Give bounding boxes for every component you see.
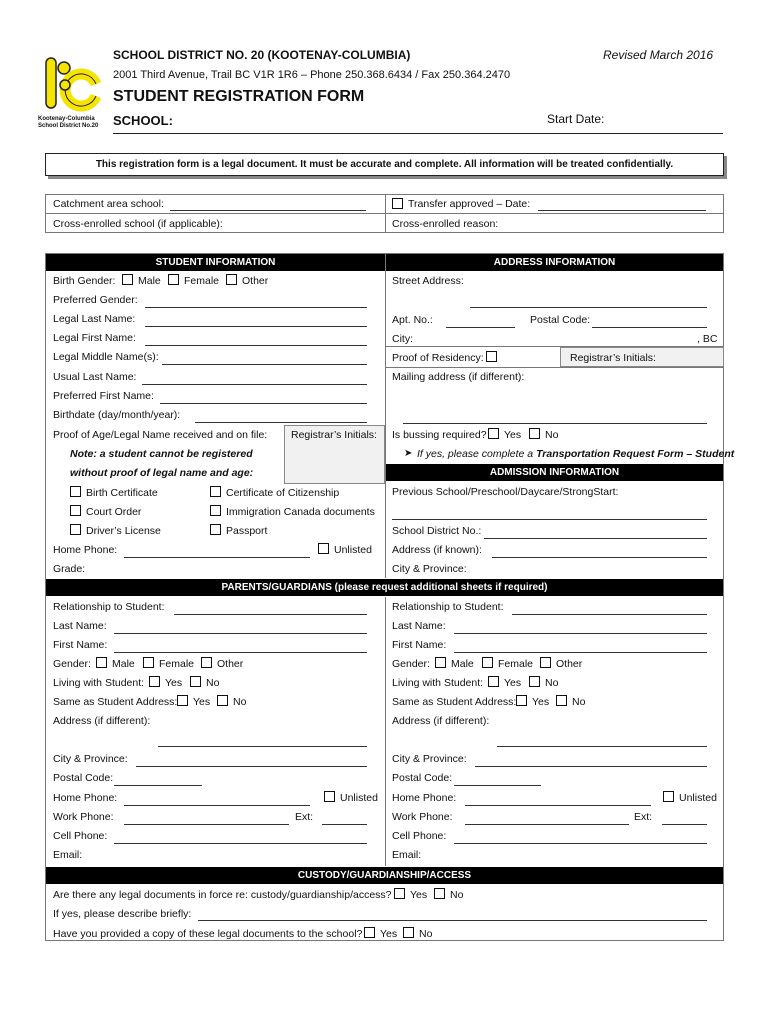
p2-living-label: Living with Student: (392, 677, 484, 689)
apt-input[interactable] (446, 327, 515, 328)
passport-checkbox[interactable] (210, 524, 221, 535)
custody-header: CUSTODY/GUARDIANSHIP/ACCESS (46, 867, 723, 884)
address-known-label: Address (if known): (392, 544, 482, 556)
catchment-label: Catchment area school: (53, 198, 164, 210)
district-address: 2001 Third Avenue, Trail BC V1R 1R6 – Phone 250.368.6434 / Fax 250.364.2470 (113, 69, 511, 81)
custody-q2-no-checkbox[interactable] (403, 927, 414, 938)
drivers-license-label: Driver’s License (86, 525, 161, 537)
p1-first-name-input[interactable] (114, 652, 367, 653)
p1-gender-label: Gender: (53, 658, 91, 670)
birth-gender-other-checkbox[interactable] (226, 274, 237, 285)
p1-first-name-label: First Name: (53, 639, 108, 651)
logo-text-line1: Kootenay-Columbia (38, 116, 95, 122)
p1-gender-other-checkbox[interactable] (201, 657, 212, 668)
court-order-label: Court Order (86, 506, 142, 518)
apt-label: Apt. No.: (392, 314, 433, 326)
custody-q2-yes-checkbox[interactable] (364, 927, 375, 938)
p1-city-label: City & Province: (53, 753, 128, 765)
p2-unlisted-checkbox[interactable] (663, 791, 674, 802)
p1-ext-label: Ext: (295, 811, 314, 823)
p1-gender-male-checkbox[interactable] (96, 657, 107, 668)
p1-living-yes-label: Yes (165, 677, 183, 689)
custody-q1: Are there any legal documents in force re: custody/guardianship/access? (53, 889, 392, 901)
p2-unlisted-label: Unlisted (679, 792, 717, 804)
catchment-vdivider (385, 194, 386, 233)
street-address-input[interactable] (470, 307, 707, 308)
p2-living-yes-label: Yes (504, 677, 522, 689)
p2-same-yes-label: Yes (532, 696, 550, 708)
parents-vdivider (385, 597, 386, 866)
preferred-gender-label: Preferred Gender: (53, 294, 138, 306)
p1-work-phone-input[interactable] (124, 824, 289, 825)
mailing-top-rule (386, 367, 724, 368)
custody-q1-yes-checkbox[interactable] (394, 888, 405, 899)
previous-school-input[interactable] (392, 519, 707, 520)
bussing-label: Is bussing required? (392, 429, 487, 441)
custody-q1-no-label: No (450, 889, 464, 901)
proof-residency-label: Proof of Residency: (392, 352, 484, 364)
p2-address-input[interactable] (497, 746, 707, 747)
birth-gender-other-label: Other (242, 275, 269, 287)
custody-q1-no-checkbox[interactable] (434, 888, 445, 899)
p1-postal-label: Postal Code: (53, 772, 114, 784)
bussing-yes-label: Yes (504, 429, 522, 441)
custody-q2-no-label: No (419, 928, 433, 940)
p2-home-phone-input[interactable] (465, 805, 651, 806)
p1-same-address-label: Same as Student Address: (53, 696, 178, 708)
student-home-phone-input[interactable] (124, 557, 310, 558)
legal-middle-label: Legal Middle Name(s): (53, 351, 159, 363)
bussing-no-checkbox[interactable] (529, 428, 540, 439)
p1-postal-input[interactable] (114, 785, 202, 786)
p2-gender-female-label: Female (498, 658, 534, 670)
transport-note: If yes, please complete a Transportation Request Form – Student (417, 448, 735, 460)
district-no-label: School District No.: (392, 525, 482, 537)
p2-living-no-label: No (545, 677, 559, 689)
bussing-no-label: No (545, 429, 559, 441)
note-line1: Note: a student cannot be registered (70, 448, 253, 460)
p1-last-name-input[interactable] (114, 633, 367, 634)
p1-living-no-checkbox[interactable] (190, 676, 201, 687)
p2-gender-male-checkbox[interactable] (435, 657, 446, 668)
p1-city-input[interactable] (136, 766, 367, 767)
p1-cell-label: Cell Phone: (53, 830, 108, 842)
mailing-address-input[interactable] (403, 423, 707, 424)
student-unlisted-checkbox[interactable] (318, 543, 329, 554)
parents-header: PARENTS/GUARDIANS (please request additional sheets if required) (46, 579, 723, 596)
p2-address-label: Address (if different): (392, 715, 490, 727)
student-info-header: STUDENT INFORMATION (46, 254, 385, 271)
district-name: SCHOOL DISTRICT NO. 20 (KOOTENAY-COLUMBIA) (113, 48, 411, 62)
legal-last-label: Legal Last Name: (53, 313, 136, 325)
custody-q2: Have you provided a copy of these legal documents to the school? (53, 928, 363, 940)
birth-certificate-label: Birth Certificate (86, 487, 158, 499)
transfer-date-input[interactable] (538, 210, 706, 211)
birth-gender-female-label: Female (184, 275, 220, 287)
p2-gender-male-label: Male (451, 658, 474, 670)
p2-same-address-label: Same as Student Address: (392, 696, 517, 708)
p1-address-input[interactable] (158, 746, 367, 747)
transfer-label: Transfer approved – Date: (408, 198, 531, 210)
immigration-label: Immigration Canada documents (226, 506, 375, 518)
p2-postal-input[interactable] (454, 785, 541, 786)
transfer-approved-checkbox[interactable] (392, 198, 403, 209)
p1-home-phone-label: Home Phone: (53, 792, 118, 804)
student-registrar-initials: Registrar’s Initials: (291, 429, 377, 441)
cross-reason-label: Cross-enrolled reason: (392, 218, 499, 230)
p1-gender-male-label: Male (112, 658, 135, 670)
p1-living-no-label: No (206, 677, 220, 689)
drivers-license-checkbox[interactable] (70, 524, 81, 535)
p1-gender-female-label: Female (159, 658, 195, 670)
p1-same-yes-label: Yes (193, 696, 211, 708)
p1-relationship-label: Relationship to Student: (53, 601, 165, 613)
legal-last-input[interactable] (145, 326, 367, 327)
birthdate-input[interactable] (195, 422, 367, 423)
bc-suffix: , BC (697, 333, 718, 345)
start-date-label: Start Date: (547, 112, 605, 126)
p2-first-name-input[interactable] (454, 652, 707, 653)
p1-email-label: Email: (53, 849, 83, 861)
birth-gender-female-checkbox[interactable] (168, 274, 179, 285)
p1-same-yes-checkbox[interactable] (177, 695, 188, 706)
school-label: SCHOOL: (113, 113, 173, 128)
preferred-gender-input[interactable] (145, 307, 367, 308)
p2-cell-input[interactable] (454, 843, 707, 844)
form-title: STUDENT REGISTRATION FORM (113, 88, 365, 105)
cross-school-label: Cross-enrolled school (if applicable): (53, 218, 223, 230)
p1-living-yes-checkbox[interactable] (149, 676, 160, 687)
p1-gender-female-checkbox[interactable] (143, 657, 154, 668)
student-home-phone-label: Home Phone: (53, 544, 118, 556)
legal-middle-input[interactable] (162, 364, 367, 365)
p2-gender-other-checkbox[interactable] (540, 657, 551, 668)
p2-city-input[interactable] (475, 766, 707, 767)
p2-last-name-label: Last Name: (392, 620, 446, 632)
p2-ext-input[interactable] (662, 824, 707, 825)
address-info-header: ADDRESS INFORMATION (386, 254, 723, 271)
p2-gender-female-checkbox[interactable] (482, 657, 493, 668)
p2-living-no-checkbox[interactable] (529, 676, 540, 687)
birth-gender-male-label: Male (138, 275, 161, 287)
student-unlisted-label: Unlisted (334, 544, 372, 556)
address-known-input[interactable] (492, 557, 707, 558)
p2-home-phone-label: Home Phone: (392, 792, 457, 804)
p2-relationship-label: Relationship to Student: (392, 601, 504, 613)
preferred-first-label: Preferred First Name: (53, 390, 154, 402)
postal-input[interactable] (592, 327, 707, 328)
p2-gender-other-label: Other (556, 658, 583, 670)
proof-residency-checkbox[interactable] (486, 351, 497, 362)
header-rule (113, 133, 723, 134)
note-line2: without proof of legal name and age: (70, 467, 254, 479)
revised-date: Revised March 2016 (603, 48, 714, 62)
p2-work-phone-label: Work Phone: (392, 811, 453, 823)
p1-last-name-label: Last Name: (53, 620, 107, 632)
p1-relationship-input[interactable] (174, 614, 367, 615)
legal-notice: This registration form is a legal document. It must be accurate and complete. All information will be treated confidentially. (95, 159, 674, 170)
mailing-address-label: Mailing address (if different): (392, 371, 525, 383)
passport-label: Passport (226, 525, 268, 537)
previous-school-label: Previous School/Preschool/Daycare/StrongStart: (392, 486, 619, 498)
p1-same-no-checkbox[interactable] (217, 695, 228, 706)
district-logo (38, 52, 102, 120)
p2-ext-label: Ext: (634, 811, 653, 823)
court-order-checkbox[interactable] (70, 505, 81, 516)
birthdate-label: Birthdate (day/month/year): (53, 409, 181, 421)
address-registrar-initials: Registrar’s Initials: (570, 352, 656, 364)
immigration-checkbox[interactable] (210, 505, 221, 516)
p1-cell-input[interactable] (114, 843, 367, 844)
p2-same-yes-checkbox[interactable] (516, 695, 527, 706)
citizenship-checkbox[interactable] (210, 486, 221, 497)
usual-last-input[interactable] (142, 384, 367, 385)
custody-describe-label: If yes, please describe briefly: (53, 908, 192, 920)
arrow-icon: ➤ (404, 448, 413, 459)
p1-work-phone-label: Work Phone: (53, 811, 114, 823)
p2-cell-label: Cell Phone: (392, 830, 447, 842)
logo-text-line2: School District No.20 (38, 123, 99, 129)
admission-city-label: City & Province: (392, 563, 467, 575)
custody-q2-yes-label: Yes (380, 928, 398, 940)
p1-unlisted-checkbox[interactable] (324, 791, 335, 802)
p1-living-label: Living with Student: (53, 677, 145, 689)
p2-last-name-input[interactable] (454, 633, 707, 634)
p1-gender-other-label: Other (217, 658, 244, 670)
p2-same-no-checkbox[interactable] (556, 695, 567, 706)
postal-label: Postal Code: (530, 314, 591, 326)
catchment-input[interactable] (170, 210, 366, 211)
preferred-first-input[interactable] (160, 403, 367, 404)
p2-living-yes-checkbox[interactable] (488, 676, 499, 687)
proof-age-label: Proof of Age/Legal Name received and on file: (53, 429, 268, 441)
p1-ext-input[interactable] (322, 824, 367, 825)
p2-city-label: City & Province: (392, 753, 467, 765)
p2-gender-label: Gender: (392, 658, 430, 670)
birth-certificate-checkbox[interactable] (70, 486, 81, 497)
p2-relationship-input[interactable] (512, 614, 707, 615)
citizenship-label: Certificate of Citizenship (226, 487, 340, 499)
p2-email-label: Email: (392, 849, 422, 861)
district-no-input[interactable] (484, 538, 707, 539)
birth-gender-label: Birth Gender: (53, 275, 116, 287)
main-vdivider (385, 253, 386, 578)
grade-label: Grade: (53, 563, 86, 575)
p2-same-no-label: No (572, 696, 586, 708)
legal-first-input[interactable] (145, 345, 367, 346)
street-address-label: Street Address: (392, 275, 464, 287)
custody-describe-input[interactable] (198, 920, 707, 921)
custody-q1-yes-label: Yes (410, 889, 428, 901)
p2-work-phone-input[interactable] (465, 824, 629, 825)
p2-first-name-label: First Name: (392, 639, 447, 651)
birth-gender-male-checkbox[interactable] (122, 274, 133, 285)
usual-last-label: Usual Last Name: (53, 371, 137, 383)
p1-home-phone-input[interactable] (124, 805, 310, 806)
city-label: City: (392, 333, 413, 345)
p1-address-label: Address (if different): (53, 715, 151, 727)
p1-unlisted-label: Unlisted (340, 792, 378, 804)
admission-info-header: ADMISSION INFORMATION (386, 464, 723, 481)
bussing-yes-checkbox[interactable] (488, 428, 499, 439)
legal-first-label: Legal First Name: (53, 332, 136, 344)
p2-postal-label: Postal Code: (392, 772, 453, 784)
p1-same-no-label: No (233, 696, 247, 708)
